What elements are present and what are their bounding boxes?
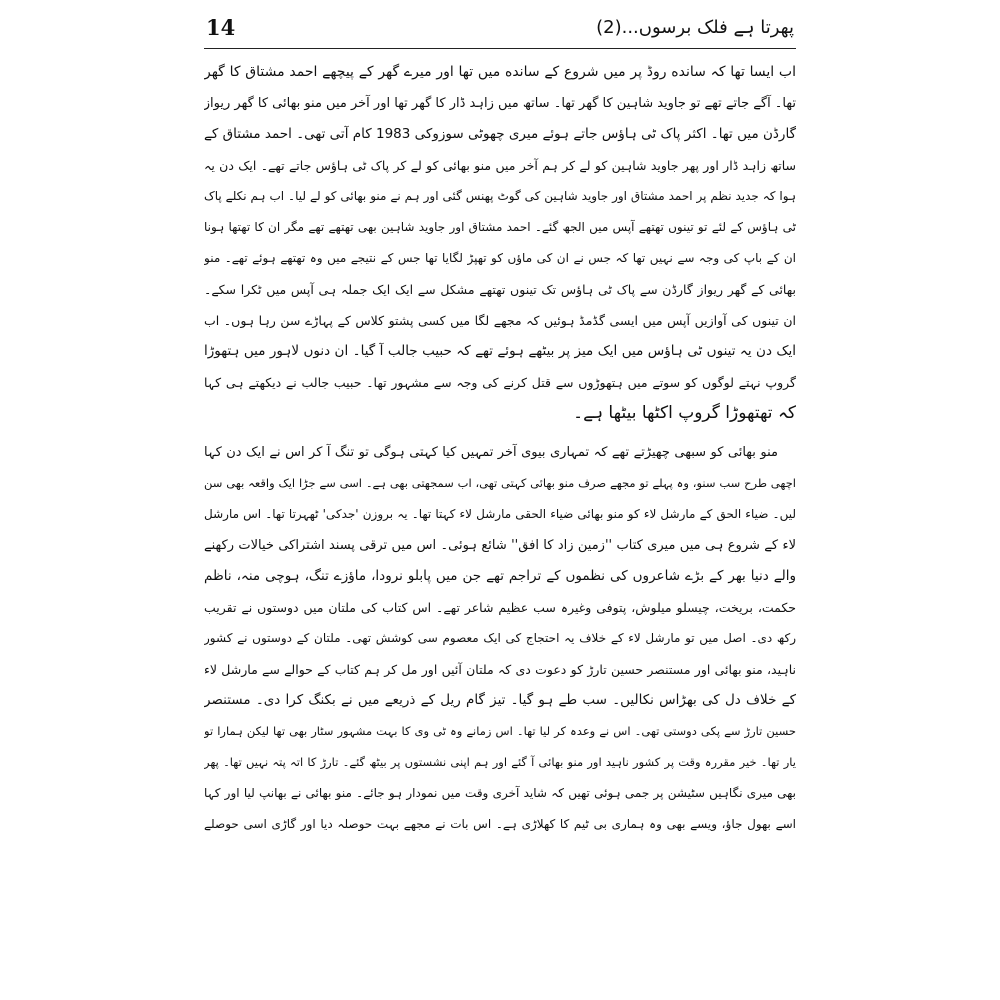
text-line: ان کے باپ کی وجہ سے نہیں تھا کہ جس نے ان کی ماؤں کو تھپڑ لگایا تھا جس کے نتیجے میں وہ تھتھے ہوئے تھے۔ منو xyxy=(204,251,796,265)
text-line: کے خلاف دل کی بھڑاس نکالیں۔ سب طے ہو گیا۔ تیز گام ریل کے ذریعے میں نے بکنگ کرا دی۔ مستنصر xyxy=(204,692,796,708)
paragraph xyxy=(204,57,796,429)
page-number: 14 xyxy=(206,14,236,40)
text-line: والے دنیا بھر کے بڑے شاعروں کی نظموں کے تراجم تھے جن میں پابلو نرودا، ماؤزے تنگ، ہوچی منہ، ناظم xyxy=(204,568,796,584)
text-line: بھائی کے گھر ریواز گارڈن سے پاک ٹی ہاؤس تک تینوں تھتھے مشکل سے ایک ایک جملہ ہی آپس میں ٹکرا سکے۔ xyxy=(204,282,796,297)
text-line: لیں۔ ضیاء الحق کے مارشل لاء کو منو بھائی ضیاء الحقی مارشل لاء کہتا تھا۔ یہ بروزن 'جدکی' ٹھہرتا تھا۔ اس مارشل xyxy=(204,507,796,521)
text-line: گارڈن میں تھا۔ اکثر پاک ٹی ہاؤس جاتے ہوئے میری چھوٹی سوزوکی 1983 کام آتی تھی۔ احمد مشتاق کے xyxy=(204,126,796,142)
header-rule xyxy=(204,48,796,49)
text-line: حسین تارڑ سے پکی دوستی تھی۔ اس نے وعدہ کر لیا تھا۔ اس زمانے وہ ٹی وی کا بہت مشہور سٹار بھی تھا لیکن ہمارا تو xyxy=(204,724,796,738)
text-line: ناہید، منو بھائی اور مستنصر حسین تارڑ کو دعوت دی کہ ملتان آئیں اور مل کر ہم کتاب کے حوالے سے مارشل لاء xyxy=(204,662,796,677)
text-line: ٹی ہاؤس کے لئے تو تینوں تھتھے آپس میں الجھ گئے۔ احمد مشتاق اور جاوید شاہین بھی تھتھے تھے مگر ان کا تھتھا ہونا xyxy=(204,220,796,234)
paragraph-gap xyxy=(204,429,796,437)
paragraph xyxy=(204,437,796,840)
text-line: ایک دن یہ تینوں ٹی ہاؤس میں ایک میز پر بیٹھے ہوئے تھے کہ حبیب جالب آ گیا۔ ان دنوں لاہور میں ہتھوڑا xyxy=(204,343,796,359)
text-line: ہوا کہ جدید نظم پر احمد مشتاق اور جاوید شاہین کی گوٹ پھنس گئی اور ہم نے منو بھائی کو لے لیا۔ اب ہم نکلے پاک xyxy=(204,189,796,203)
text-line: اب ایسا تھا کہ سانده روڈ پر میں شروع کے سانده میں تھا اور میرے گھر کے پیچھے احمد مشتاق کا گھر xyxy=(204,64,796,80)
text-line: اسے بھول جاؤ، ویسے بھی وہ ہماری بی ٹیم کا کھلاڑی ہے۔ اس بات نے مجھے بہت حوصلہ دیا اور گاڑی اسی حوصلے xyxy=(204,817,796,831)
text-line: ساتھ زاہد ڈار اور پھر جاوید شاہین کو لے کر ہم آخر میں منو بھائی کو لے کر پاک ٹی ہاؤس جاتے تھے۔ ایک دن یہ xyxy=(204,158,796,173)
text-line: بھی میری نگاہیں سٹیشن پر جمی ہوئی تھیں کہ شاید آخری وقت میں نمودار ہو جائے۔ منو بھائی نے بھانپ لیا اور کہا xyxy=(204,786,796,800)
body-text xyxy=(204,57,796,997)
text-line: یار تھا۔ خیر مقررہ وقت پر کشور ناہید اور منو بھائی آ گئے اور ہم اپنی نشستوں پر بیٹھ گئے۔ تارڑ کا اتہ پتہ نہیں تھا۔ پھر xyxy=(204,755,796,769)
page-header xyxy=(206,6,794,48)
text-line: منو بھائی کو سبھی چھیڑتے تھے کہ تمہاری بیوی آخر تمہیں کیا کہتی ہوگی تو تنگ آ کر اس نے ایک دن کہا xyxy=(204,445,778,460)
text-line: رکھ دی۔ اصل میں تو مارشل لاء کے خلاف یہ احتجاج کی ایک معصوم سی کوشش تھی۔ ملتان کے دوستوں نے کشور xyxy=(204,631,796,645)
text-line: ان تینوں کی آوازیں آپس میں ایسی گڈمڈ ہوئیں کہ مجھے لگا میں کسی پشتو کلاس کے پہاڑے سن رہا ہوں۔ اب xyxy=(204,313,796,328)
text-line: لاء کے شروع ہی میں میری کتاب ''زمین زاد کا افق'' شائع ہوئی۔ اس میں ترقی پسند اشتراکی خیالات رکھنے xyxy=(204,538,796,553)
running-title: پھرتا ہے فلک برسوں...(2) xyxy=(596,16,794,38)
text-line: اچھی طرح سب سنو، وہ پہلے تو مجھے صرف منو بھائی کہتی تھی، اب سمجھتی بھی ہے۔ اسی سے جڑا ایک واقعہ بھی سن xyxy=(204,476,796,490)
text-line: حکمت، بریخت، چیسلو میلوش، پتوفی وغیرہ سب عظیم شاعر تھے۔ اس کتاب کی ملتان میں دوستوں نے تقریب xyxy=(204,600,796,615)
text-line: تھا۔ آگے جاتے تھے تو جاوید شاہین کا گھر تھا۔ ساتھ میں زاہد ڈار کا گھر تھا اور آخر میں منو بھائی کا گھر ریواز xyxy=(204,96,796,111)
text-line: کہ تھتھوڑا گروپ اکٹھا بیٹھا ہے۔ xyxy=(573,403,796,423)
text-line: گروپ نہتے لوگوں کو سوتے میں ہتھوڑوں سے قتل کرنے کی وجہ سے مشہور تھا۔ حبیب جالب نے دیکھتے ہی کہا xyxy=(204,375,796,390)
